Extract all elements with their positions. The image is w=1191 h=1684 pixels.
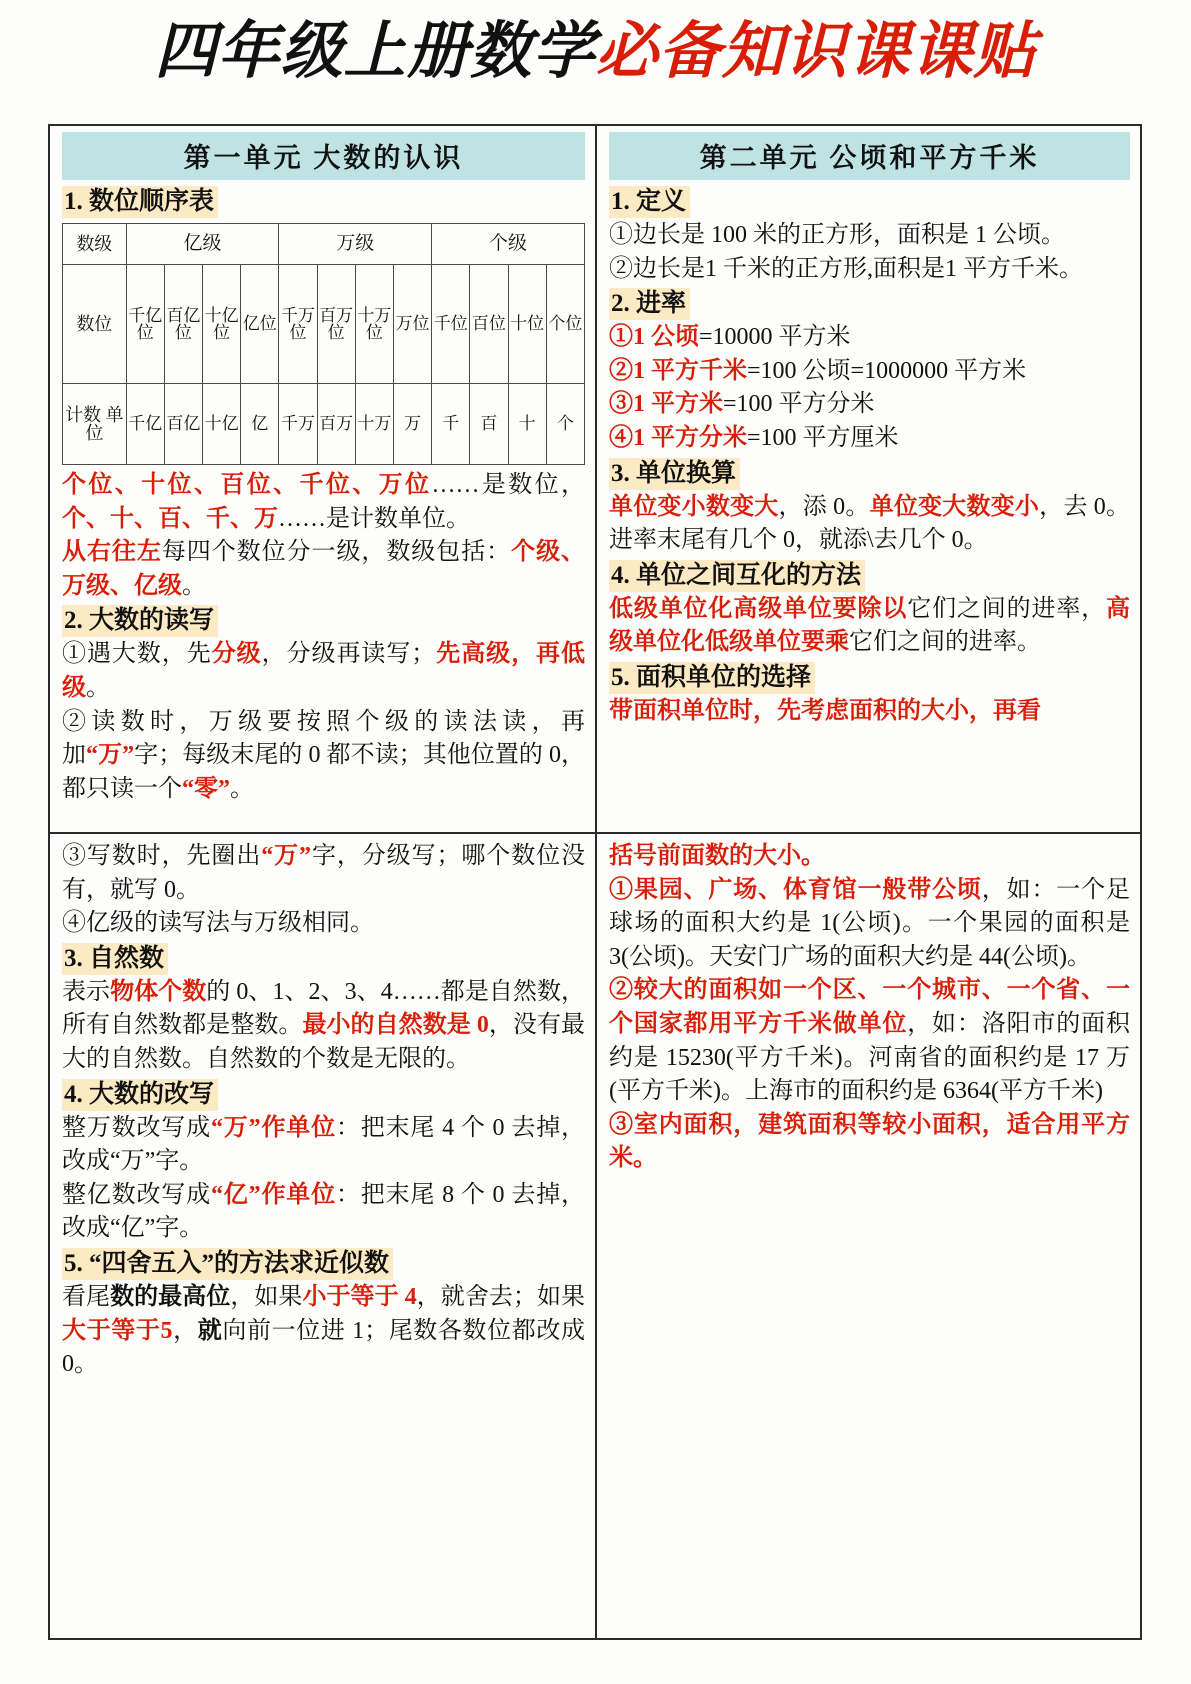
cell-unit1-bottom [50,834,595,1638]
cell-unit-5: 百万 [317,384,355,465]
grid-row-top [50,126,1140,832]
table-row [63,224,585,265]
txt-right-to-left: 从右往左 [62,539,162,566]
cell-unit-11: 个 [546,384,584,465]
txt-rate2-unit: 平方千米 [651,357,747,384]
txt-rww-c: ：把末尾 4 个 0 去掉，改成“万”字。 [62,1114,586,1175]
txt-rate1-num: ①1 [609,324,651,351]
para-hectare-examples [609,874,1130,975]
cell-unit-2: 十亿 [203,384,241,465]
cell-unit-3: 亿 [241,384,279,465]
cell-unit-8: 千 [432,384,470,465]
section-head-definition: 1. 定义 [609,186,690,218]
para-rewrite-yi [62,1179,585,1246]
txt-rw2-a: ②读数时，万级要按照个级的读法读，再加 [62,708,585,769]
txt-rd-g: ， [172,1317,198,1344]
para-mutual-conv [609,593,1130,660]
txt-bracket-number: 括号前面数的大小。 [609,843,825,869]
unit2-banner: 第二单元 公顷和平方千米 [609,132,1130,180]
txt-rate3-rest: =100 平方分米 [723,391,875,418]
cell-place-2: 十亿位 [203,265,241,384]
txt-units-tail: ……是计数单位。 [278,505,470,532]
para-places-units [62,469,585,536]
cell-unit-4: 千万 [279,384,317,465]
txt-nn-d: 最小的自然数是 0 [302,1012,489,1039]
txt-mc-d: 高级单位化低级单位 [609,595,1131,656]
cell-unit-7: 万 [393,384,431,465]
para-grouping [62,536,585,603]
txt-rd-c: ，如果 [230,1283,303,1310]
txt-places-red: 个位、十位、百位、千位、万位 [62,472,432,498]
cell-place-11: 个位 [546,265,584,384]
digit-order-table [62,223,585,465]
content-grid [48,124,1142,1640]
para-rate-3 [609,388,1130,422]
txt-rw1-c: ，分级再读写； [261,641,436,668]
para-rounding [62,1281,585,1382]
txt-rwy-c: ：把末尾 8 个 0 去掉，改成“亿”字。 [62,1181,586,1242]
section-head-read-write: 2. 大数的读写 [62,605,218,637]
cell-place-3: 亿位 [241,265,279,384]
cell-place-9: 百位 [470,265,508,384]
txt-rw2-b: “万” [86,742,135,769]
para-rw-2 [62,706,585,807]
para-area-choice [609,695,1130,729]
txt-rd-f: 大于等于5 [62,1317,173,1344]
txt-rwy-a: 整亿数改写成 [62,1181,211,1208]
txt-rd-h: 就 [197,1317,223,1344]
para-rw-1 [62,638,585,705]
txt-rate1-rest: =10000 平方米 [699,324,851,351]
section-head-digit-order: 1. 数位顺序表 [62,186,218,218]
unit1-banner: 第一单元 大数的认识 [62,132,585,180]
txt-rate4-rest: =100 平方厘米 [747,424,899,451]
txt-hect-a: ①果园、广场、体育馆一般带公顷 [609,876,982,903]
txt-rate4-unit: 平方分米 [651,424,747,451]
cell-group-ge: 个级 [432,224,585,265]
cell-group-yi: 亿级 [126,224,279,265]
para-natural-numbers [62,976,585,1077]
txt-mc-e: 要乘 [801,629,849,656]
section-head-rewriting: 4. 大数的改写 [62,1079,218,1111]
txt-area-choice: 带面积单位时，先考虑面积的大小，再看 [609,697,1041,724]
txt-nn-a: 表示 [62,978,111,1005]
para-indoor-area [609,1109,1130,1176]
txt-sqkm-a: ②较大的面积如一个区、一个城市、一个省、一个国家都用平方千米做单位 [609,977,1130,1037]
cell-place-1: 百亿位 [164,265,202,384]
txt-rd-i: 向前一位进 1；尾数各数位都改成 0。 [62,1317,586,1378]
section-head-natural-numbers: 3. 自然数 [62,943,168,975]
txt-rw2-c: 字；每级末尾的 0 都不读；其他位置的 0，都只读一个 [62,742,586,802]
txt-rd-d: 小于等于 4 [302,1283,417,1310]
cell-unit-1: 百亿 [164,384,202,465]
cell-place-6: 十万位 [355,265,393,384]
para-sqkm-examples [609,974,1130,1108]
cell-place-5: 百万位 [317,265,355,384]
txt-mc-c: 它们之间的进率， [907,595,1107,622]
txt-levels-period: 。 [182,572,206,599]
para-rate-2 [609,355,1130,389]
txt-uc-b: ，添 0。 [778,493,870,520]
txt-rw1-e: 。 [86,674,110,701]
section-head-rounding: 5. “四舍五入”的方法求近似数 [62,1248,393,1280]
para-def-2: ②边长是1 千米的正方形,面积是1 平方千米。 [609,255,1083,282]
txt-rw1-d: 先高级，再低级 [62,641,586,701]
para-rw-4: ④亿级的读写法与万级相同。 [62,910,374,937]
section-head-conversion-rate: 2. 进率 [609,288,690,320]
para-rate-1 [609,321,1130,355]
txt-rate1-unit: 公顷 [651,324,699,351]
cell-unit2-bottom [595,834,1140,1638]
txt-rate2-num: ②1 [609,357,651,384]
txt-rd-a: 看尾 [62,1283,111,1310]
cell-counting-unit-label: 计数 单位 [63,384,127,465]
cell-unit-10: 十 [508,384,546,465]
cell-place-10: 十位 [508,265,546,384]
section-head-unit-conversion: 3. 单位换算 [609,458,740,490]
cell-unit-9: 百 [470,384,508,465]
txt-rate3-num: ③1 [609,391,651,418]
txt-indoor-area: ③室内面积，建筑面积等较小面积，适合用平方米。 [609,1111,1130,1172]
cell-unit1-top [50,126,595,832]
cell-unit2-top [595,126,1140,832]
txt-nn-c: 的 0、1、2、3、4……都是自然数，所有自然数都是整数。 [62,978,586,1039]
txt-rw2-e: 。 [230,775,254,802]
txt-rw1-a: ①遇大数，先 [62,641,212,668]
txt-rw3-c: 字，分级写；哪个数位没有，就写 0。 [62,843,586,903]
txt-nn-b: 物体个数 [110,978,207,1005]
txt-rw1-b: 分级 [211,641,262,668]
txt-grouping-mid: 每四个数位分一级，数级包括： [161,539,512,566]
page-title [0,0,1191,94]
txt-mc-a: 低级单位化高级单位 [609,595,833,622]
cell-place-4: 千万位 [279,265,317,384]
txt-uc-d: ，去 0。进率末尾有几个 0，就添\去几个 0。 [609,493,1131,554]
txt-places-tail: ……是数位， [431,472,586,498]
section-head-mutual-conversion: 4. 单位之间互化的方法 [609,560,865,592]
txt-rd-b: 数的最高位 [110,1283,231,1310]
txt-units-red: 个、十、百、千、万 [62,505,278,532]
table-row [63,265,585,384]
txt-levels-red: 个级、万级、亿级 [62,539,586,599]
txt-sqkm-b: ，如：洛阳市的面积约是 15230(平方千米)。河南省的面积约是 17 万 (平方千米)。上海市的面积约是 6364(平方千米) [609,1010,1131,1105]
cell-place-8: 千位 [432,265,470,384]
para-bracket-number [609,840,1130,874]
txt-mc-b: 要除以 [832,595,908,622]
cell-unit-6: 十万 [355,384,393,465]
page-title-red: 必备知识课课贴 [595,18,1037,86]
cell-place-label: 数位 [63,265,127,384]
cell-unit-0: 千亿 [126,384,164,465]
txt-hect-b: ，如：一个足球场的面积大约是 1(公顷)。一个果园的面积是 3(公顷)。天安门广场的面积大约是 44(公顷)。 [609,876,1130,970]
txt-rwy-b: “亿”作单位 [210,1181,336,1208]
cell-group-wan: 万级 [279,224,432,265]
txt-nn-e: ，没有最大的自然数。自然数的个数是无限的。 [62,1012,586,1072]
txt-uc-c: 单位变大数变小 [869,493,1040,520]
txt-rw3-a: ③写数时，先圈出 [62,843,262,869]
para-unit-conv [609,491,1130,558]
table-row [63,384,585,465]
para-rate-4 [609,422,1130,456]
page-title-black: 四年级上册数学 [154,18,596,86]
txt-uc-a: 单位变小数变大 [609,493,779,520]
para-rewrite-wan [62,1112,585,1179]
cell-place-0: 千亿位 [126,265,164,384]
txt-rate4-num: ④1 [609,424,651,451]
txt-rww-a: 整万数改写成 [62,1114,211,1141]
txt-rw2-d: “零” [182,775,230,802]
txt-rate3-unit: 平方米 [651,391,723,418]
txt-mc-f: 它们之间的进率。 [849,629,1041,656]
para-def-1: ①边长是 100 米的正方形，面积是 1 公顷。 [609,222,1065,248]
cell-level-label: 数级 [63,224,127,265]
cell-place-7: 万位 [393,265,431,384]
para-rw-3 [62,840,585,907]
txt-rw3-b: “万” [261,843,312,869]
txt-rd-e: ，就舍去；如果 [416,1283,586,1310]
txt-rww-b: “万”作单位 [210,1114,336,1141]
grid-row-bottom [50,832,1140,1638]
section-head-area-unit-choice: 5. 面积单位的选择 [609,662,815,694]
txt-rate2-rest: =100 公顷=1000000 平方米 [747,357,1027,384]
